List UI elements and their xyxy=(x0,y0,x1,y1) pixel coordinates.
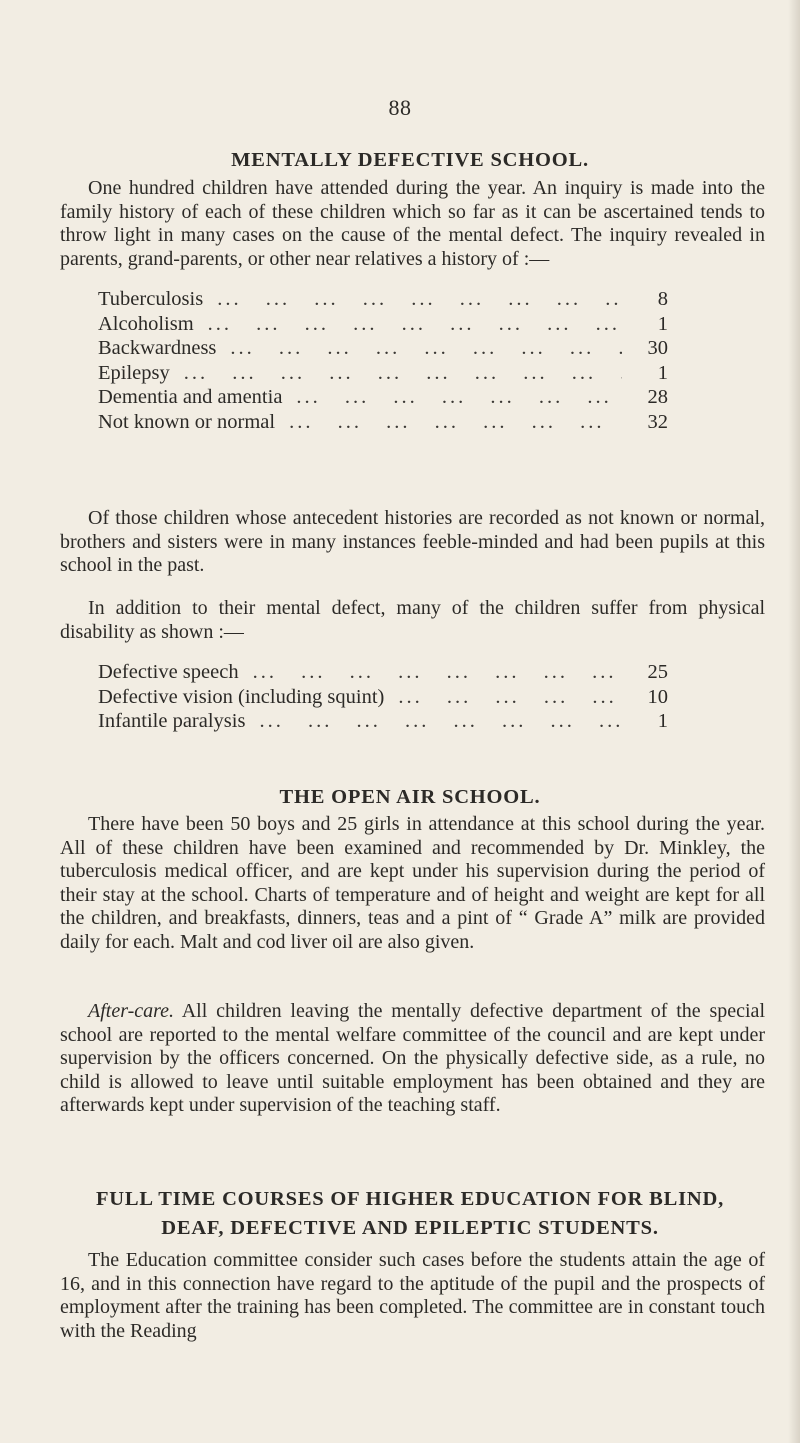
list-item xyxy=(98,660,668,685)
history-label: Alcoholism xyxy=(98,312,194,335)
list-item xyxy=(98,312,668,337)
dot-leader xyxy=(216,336,622,361)
dot-leader xyxy=(384,685,622,710)
disability-count: 10 xyxy=(647,685,668,708)
higher-education-paragraph: The Education committee consider such cases before the students attain the age of 16, and in this connection have regard to the aptitude of the pupil and the prospects of employment after the training has been completed. The committee are in constant touch with the Reading xyxy=(60,1249,765,1342)
page-number: 88 xyxy=(388,95,412,120)
dot-leader xyxy=(170,361,622,386)
dot-leader xyxy=(282,385,622,410)
open-air-heading: THE OPEN AIR SCHOOL. xyxy=(279,786,541,808)
family-history-list xyxy=(98,287,668,435)
history-label: Dementia and amentia xyxy=(98,386,283,409)
dot-leader xyxy=(245,709,622,734)
history-label: Backwardness xyxy=(98,337,217,360)
aftercare-paragraph xyxy=(60,1000,765,1118)
disability-label: Infantile paralysis xyxy=(98,710,246,733)
list-item xyxy=(98,709,668,734)
list-item xyxy=(98,385,668,410)
list-item xyxy=(98,336,668,361)
history-label: Not known or normal xyxy=(98,410,276,433)
list-item xyxy=(98,410,668,435)
disability-count: 1 xyxy=(657,710,668,733)
dot-leader xyxy=(239,660,622,685)
aftercare-text: All children leaving the mentally defective department of the special school are reported to the mental welfare committee of the council and are kept under supervision by the officers concerned. On the physically defective side, as a rule, no child is allowed to leave until suitable employment has been obtained and they are afterwards kept under supervision of the teaching staff. xyxy=(60,1000,765,1117)
history-label: Epilepsy xyxy=(98,361,170,384)
higher-education-heading-line1: FULL TIME COURSES OF HIGHER EDUCATION FOR BLIND, xyxy=(95,1188,725,1210)
dot-leader xyxy=(203,287,622,312)
history-count: 30 xyxy=(647,337,668,360)
aftercare-lead: After-care. xyxy=(88,1000,175,1022)
dot-leader xyxy=(275,410,622,435)
mentally-defective-heading: MENTALLY DEFECTIVE SCHOOL. xyxy=(231,149,589,171)
antecedent-paragraph: Of those children whose antecedent histories are recorded as not known or normal, brothers and sisters were in many instances feeble-minded and had been pupils at this school in the past. xyxy=(60,507,765,577)
dot-leader xyxy=(194,312,622,337)
disability-label: Defective speech xyxy=(98,661,239,683)
page-edge-shadow xyxy=(788,0,800,1443)
mentally-defective-intro: One hundred children have attended during the year. An inquiry is made into the family history of each of these children which so far as it can be ascertained tends to throw light in many cases on the cause of the mental defect. The inquiry revealed in parents, grand-parents, or other near relatives a history of :— xyxy=(60,177,765,270)
history-count: 32 xyxy=(647,410,668,433)
physical-disability-list xyxy=(98,660,668,734)
history-count: 1 xyxy=(657,361,668,384)
history-count: 28 xyxy=(647,386,668,409)
history-count: 8 xyxy=(657,288,668,310)
list-item xyxy=(98,685,668,710)
disability-label: Defective vision (including squint) xyxy=(98,685,385,708)
open-air-paragraph: There have been 50 boys and 25 girls in attendance at this school during the year. All of these children have been examined and recommended by Dr. Minkley, the tuberculosis medical officer, and are kept under his supervision during the period of their stay at the school. Charts of temperature and of height and weight are kept for all the children, and breakfasts, dinners, teas and a pint of “ Grade A” milk are provided daily for each. Malt and cod liver oil are also given. xyxy=(60,813,765,953)
disability-count: 25 xyxy=(647,661,668,683)
history-count: 1 xyxy=(657,312,668,335)
history-label: Tuberculosis xyxy=(98,288,204,310)
list-item xyxy=(98,361,668,386)
higher-education-heading-line2: DEAF, DEFECTIVE AND EPILEPTIC STUDENTS. xyxy=(161,1217,659,1239)
list-item xyxy=(98,287,668,312)
disability-intro: In addition to their mental defect, many of the children suffer from physical disability as shown :— xyxy=(60,597,765,643)
